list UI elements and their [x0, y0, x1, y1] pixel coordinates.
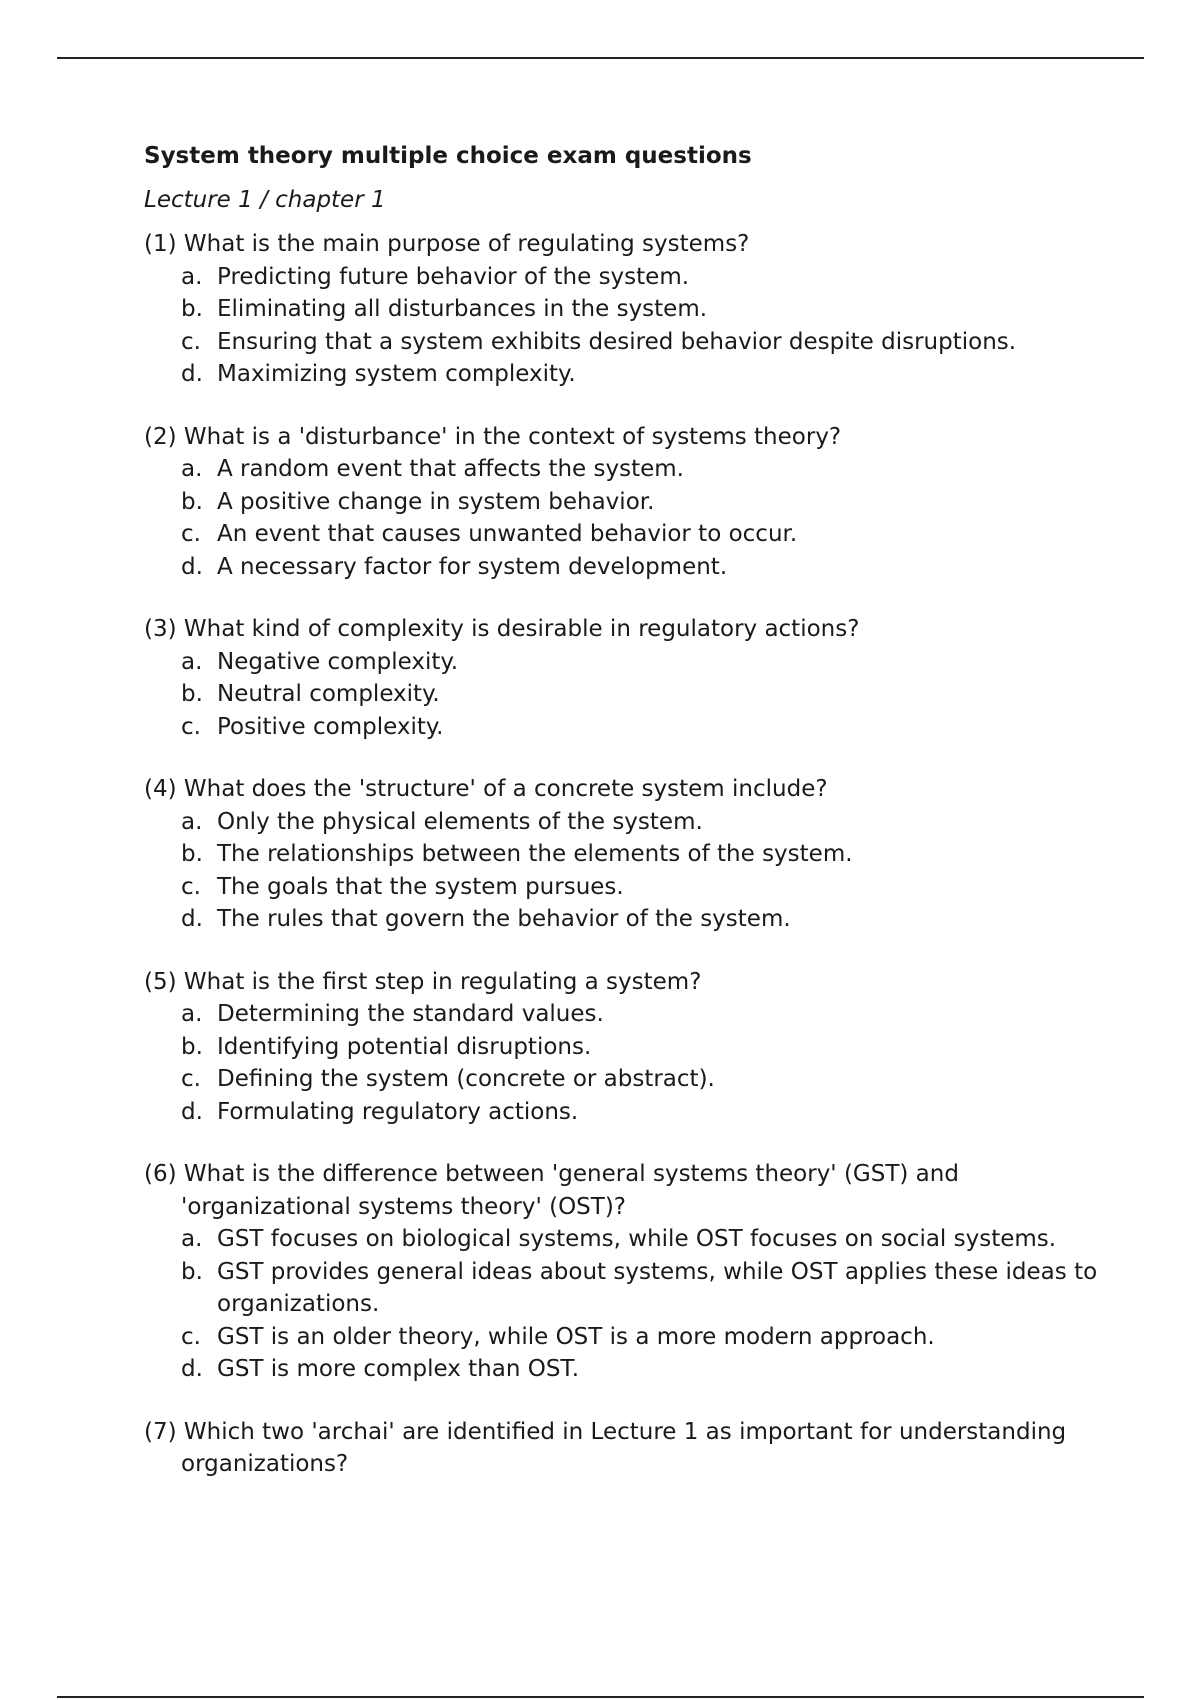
option-text: A necessary factor for system development.: [217, 553, 728, 580]
option-letter: b.: [181, 296, 203, 322]
option-text: A positive change in system behavior.: [217, 488, 655, 515]
option-letter: d.: [181, 1356, 203, 1382]
document-title: System theory multiple choice exam questions: [144, 143, 752, 169]
answer-options: [144, 806, 1104, 936]
option-text: GST is more complex than OST.: [217, 1356, 580, 1382]
answer-option: [144, 518, 1104, 551]
bottom-divider: [57, 1696, 1144, 1698]
option-text: The relationships between the elements of the system.: [217, 841, 853, 867]
option-text: The goals that the system pursues.: [217, 873, 624, 900]
answer-option: [144, 998, 1104, 1031]
question-item: [144, 613, 1104, 743]
option-text: Defining the system (concrete or abstract).: [217, 1066, 715, 1092]
answer-options: [144, 1223, 1104, 1386]
option-letter: d.: [181, 1098, 203, 1125]
question-item: [144, 421, 1104, 584]
option-letter: d.: [181, 361, 203, 387]
option-letter: b.: [181, 841, 203, 867]
answer-option: [144, 1223, 1104, 1256]
option-letter: c.: [181, 873, 201, 900]
option-letter: b.: [181, 488, 203, 515]
answer-option: [144, 261, 1104, 294]
answer-options: [144, 646, 1104, 744]
question-item: [144, 1158, 1104, 1386]
question-number: (4): [144, 776, 177, 802]
option-letter: d.: [181, 906, 203, 932]
question-number: (7): [144, 1418, 177, 1445]
question-item: [144, 1416, 1104, 1481]
option-text: An event that causes unwanted behavior to occur.: [217, 521, 798, 547]
answer-option: [144, 1096, 1104, 1129]
option-letter: c.: [181, 1323, 201, 1350]
answer-option: [144, 453, 1104, 486]
option-letter: a.: [181, 808, 203, 835]
option-letter: a.: [181, 648, 203, 675]
option-text: A random event that affects the system.: [217, 456, 684, 482]
question-text: What kind of complexity is desirable in regulatory actions?: [183, 616, 860, 642]
answer-option: [144, 678, 1104, 711]
option-letter: c.: [181, 1066, 201, 1092]
question-text-line: [144, 228, 1104, 261]
option-letter: b.: [181, 1033, 203, 1060]
option-text: Predicting future behavior of the system.: [217, 263, 690, 290]
question-text-line: [144, 966, 1104, 999]
option-letter: a.: [181, 1226, 203, 1252]
answer-options: [144, 261, 1104, 391]
question-text: What is the difference between 'general systems theory' (GST) and 'organizational systems theory' (OST)?: [181, 1161, 959, 1220]
question-text: What is a 'disturbance' in the context of systems theory?: [183, 423, 842, 450]
option-text: The rules that govern the behavior of the system.: [217, 906, 791, 932]
option-text: Eliminating all disturbances in the system.: [217, 296, 708, 322]
answer-option: [144, 903, 1104, 936]
question-number: (5): [144, 968, 177, 995]
question-number: (3): [144, 616, 177, 642]
answer-option: [144, 838, 1104, 871]
question-text: What is the main purpose of regulating systems?: [183, 231, 750, 257]
answer-option: [144, 551, 1104, 584]
answer-option: [144, 1353, 1104, 1386]
answer-option: [144, 486, 1104, 519]
question-item: [144, 773, 1104, 936]
option-text: GST is an older theory, while OST is a more modern approach.: [217, 1323, 935, 1350]
answer-option: [144, 326, 1104, 359]
option-text: GST provides general ideas about systems, while OST applies these ideas to organizations.: [217, 1258, 1098, 1317]
question-number: (2): [144, 423, 177, 450]
answer-option: [144, 1031, 1104, 1064]
option-text: Determining the standard values.: [217, 1001, 604, 1027]
answer-option: [144, 1256, 1104, 1321]
answer-option: [144, 358, 1104, 391]
option-letter: a.: [181, 263, 203, 290]
option-letter: a.: [181, 1001, 203, 1027]
option-text: GST focuses on biological systems, while OST focuses on social systems.: [217, 1226, 1057, 1252]
option-text: Identifying potential disruptions.: [217, 1033, 592, 1060]
question-text: Which two 'archai' are identified in Lecture 1 as important for understanding organizations?: [181, 1418, 1067, 1477]
question-text-line: [144, 773, 1104, 806]
option-text: Maximizing system complexity.: [217, 361, 576, 387]
question-text-line: [144, 1158, 1104, 1223]
question-number: (6): [144, 1161, 177, 1187]
option-text: Only the physical elements of the system.: [217, 808, 703, 835]
option-letter: c.: [181, 521, 201, 547]
option-text: Negative complexity.: [217, 648, 459, 675]
answer-options: [144, 998, 1104, 1128]
question-item: [144, 966, 1104, 1129]
answer-option: [144, 293, 1104, 326]
option-text: Ensuring that a system exhibits desired behavior despite disruptions.: [217, 328, 1017, 355]
option-text: Neutral complexity.: [217, 681, 440, 707]
option-letter: c.: [181, 713, 201, 740]
answer-option: [144, 711, 1104, 744]
option-text: Positive complexity.: [217, 713, 444, 740]
top-divider: [57, 57, 1144, 59]
question-text-line: [144, 1416, 1104, 1481]
document-subtitle: Lecture 1 / chapter 1: [144, 187, 386, 213]
answer-option: [144, 1321, 1104, 1354]
answer-option: [144, 806, 1104, 839]
option-letter: d.: [181, 553, 203, 580]
question-number: (1): [144, 231, 177, 257]
answer-options: [144, 453, 1104, 583]
question-text: What does the 'structure' of a concrete system include?: [183, 776, 828, 802]
question-text: What is the first step in regulating a system?: [183, 968, 702, 995]
answer-option: [144, 1063, 1104, 1096]
answer-option: [144, 871, 1104, 904]
question-text-line: [144, 421, 1104, 454]
option-letter: c.: [181, 328, 201, 355]
answer-option: [144, 646, 1104, 679]
document-body: [144, 140, 1104, 1511]
option-text: Formulating regulatory actions.: [217, 1098, 579, 1125]
question-text-line: [144, 613, 1104, 646]
question-item: [144, 228, 1104, 391]
option-letter: b.: [181, 681, 203, 707]
option-letter: a.: [181, 456, 203, 482]
question-list: [144, 228, 1104, 1481]
option-letter: b.: [181, 1258, 203, 1285]
